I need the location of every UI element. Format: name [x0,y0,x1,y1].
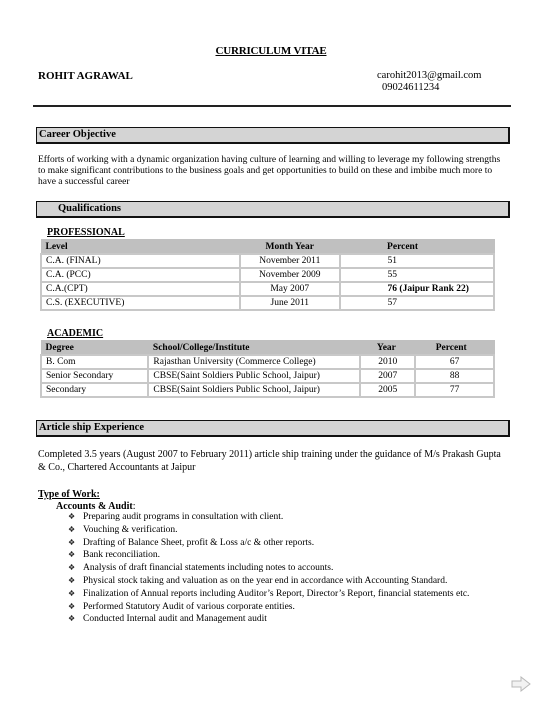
table-row [41,296,494,310]
table-cell: Senior Secondary [41,369,148,383]
table-row [41,254,494,268]
table-cell: 2007 [360,369,415,383]
table-cell: November 2009 [240,268,340,282]
list-item: ❖ Vouching & verification. [68,524,178,535]
header-divider [33,105,511,107]
email: carohit2013@gmail.com [377,70,482,81]
diamond-bullet-icon: ❖ [68,588,76,598]
column-header: Level [41,240,240,255]
table-cell: 88 [415,369,494,383]
list-item: ❖ Finalization of Annual reports including Auditor’s Report, Director’s Report, financial statements etc. [68,588,470,599]
table-cell: May 2007 [240,282,340,296]
phone: 09024611234 [382,82,440,93]
next-page-arrow-icon[interactable] [511,676,531,692]
column-header: Percent [415,341,494,356]
table-cell: B. Com [41,355,148,369]
column-header: Month Year [240,240,340,255]
table-row [41,369,494,383]
table-cell: C.A. (PCC) [41,268,240,282]
table-cell: Rajasthan University (Commerce College) [148,355,360,369]
table-cell: 51 [340,254,494,268]
table-cell: 55 [340,268,494,282]
category-label: Accounts & Audit: [56,501,136,512]
list-item: ❖ Drafting of Balance Sheet, profit & Loss a/c & other reports. [68,537,315,548]
diamond-bullet-icon: ❖ [68,512,76,521]
table-cell: C.A.(CPT) [41,282,240,296]
table-cell: 67 [415,355,494,369]
table-cell: 2010 [360,355,415,369]
table-cell: Secondary [41,383,148,397]
contact-block [377,70,481,94]
table-cell: C.S. (EXECUTIVE) [41,296,240,310]
list-item: ❖ Preparing audit programs in consultation with client. [68,512,284,522]
diamond-bullet-icon: ❖ [68,575,76,585]
candidate-name: ROHIT AGRAWAL [38,70,133,82]
column-header: Percent [340,240,494,255]
column-header: Year [360,341,415,356]
table-row [41,268,494,282]
diamond-bullet-icon: ❖ [68,614,76,624]
diamond-bullet-icon: ❖ [68,563,76,573]
diamond-bullet-icon: ❖ [68,524,76,534]
table-cell: 76 (Jaipur Rank 22) [340,282,494,296]
column-header: Degree [41,341,148,356]
table-row [41,355,494,369]
table-cell: C.A. (FINAL) [41,254,240,268]
list-item: ❖ Analysis of draft financial statements including notes to accounts. [68,563,334,574]
table-row [41,383,494,397]
table-cell: 57 [340,296,494,310]
table-cell: June 2011 [240,296,340,310]
academic-label: ACADEMIC [47,328,104,339]
articleship-heading: Article ship Experience [36,420,510,437]
type-of-work-label: Type of Work: [38,489,100,500]
table-cell: 2005 [360,383,415,397]
column-header: School/College/Institute [148,341,360,356]
professional-label: PROFESSIONAL [47,227,125,238]
career-objective-heading: Career Objective [36,127,510,144]
list-item: ❖ Conducted Internal audit and Management audit [68,614,267,625]
table-cell: November 2011 [240,254,340,268]
professional-table [40,239,495,311]
table-cell: CBSE(Saint Soldiers Public School, Jaipur) [148,369,360,383]
list-item: ❖ Bank reconciliation. [68,550,161,561]
table-header-row [41,341,494,356]
table-cell: CBSE(Saint Soldiers Public School, Jaipur) [148,383,360,397]
qualifications-heading: Qualifications [36,201,510,218]
table-cell: 77 [415,383,494,397]
diamond-bullet-icon: ❖ [68,537,76,547]
duties-list [68,511,469,626]
table-header-row [41,240,494,255]
table-row [41,282,494,296]
academic-table [40,340,495,398]
articleship-text: Completed 3.5 years (August 2007 to February 2011) article ship training under the guidance of M/s Prakash Gupta & Co., Chartered Accountants at Jaipur [38,449,501,473]
page-title: CURRICULUM VITAE [215,45,327,57]
diamond-bullet-icon: ❖ [68,601,76,611]
career-objective-text: Efforts of working with a dynamic organization having culture of learning and willing to leverage my following strengths to make significant contributions to the business goals and get opportunities to build on these and imbibe much more to have a successful career [38,155,501,187]
list-item: ❖ Physical stock taking and valuation as on the year end in accordance with Accounting Standard. [68,575,448,586]
list-item: ❖ Performed Statutory Audit of various corporate entities. [68,601,295,612]
diamond-bullet-icon: ❖ [68,550,76,560]
